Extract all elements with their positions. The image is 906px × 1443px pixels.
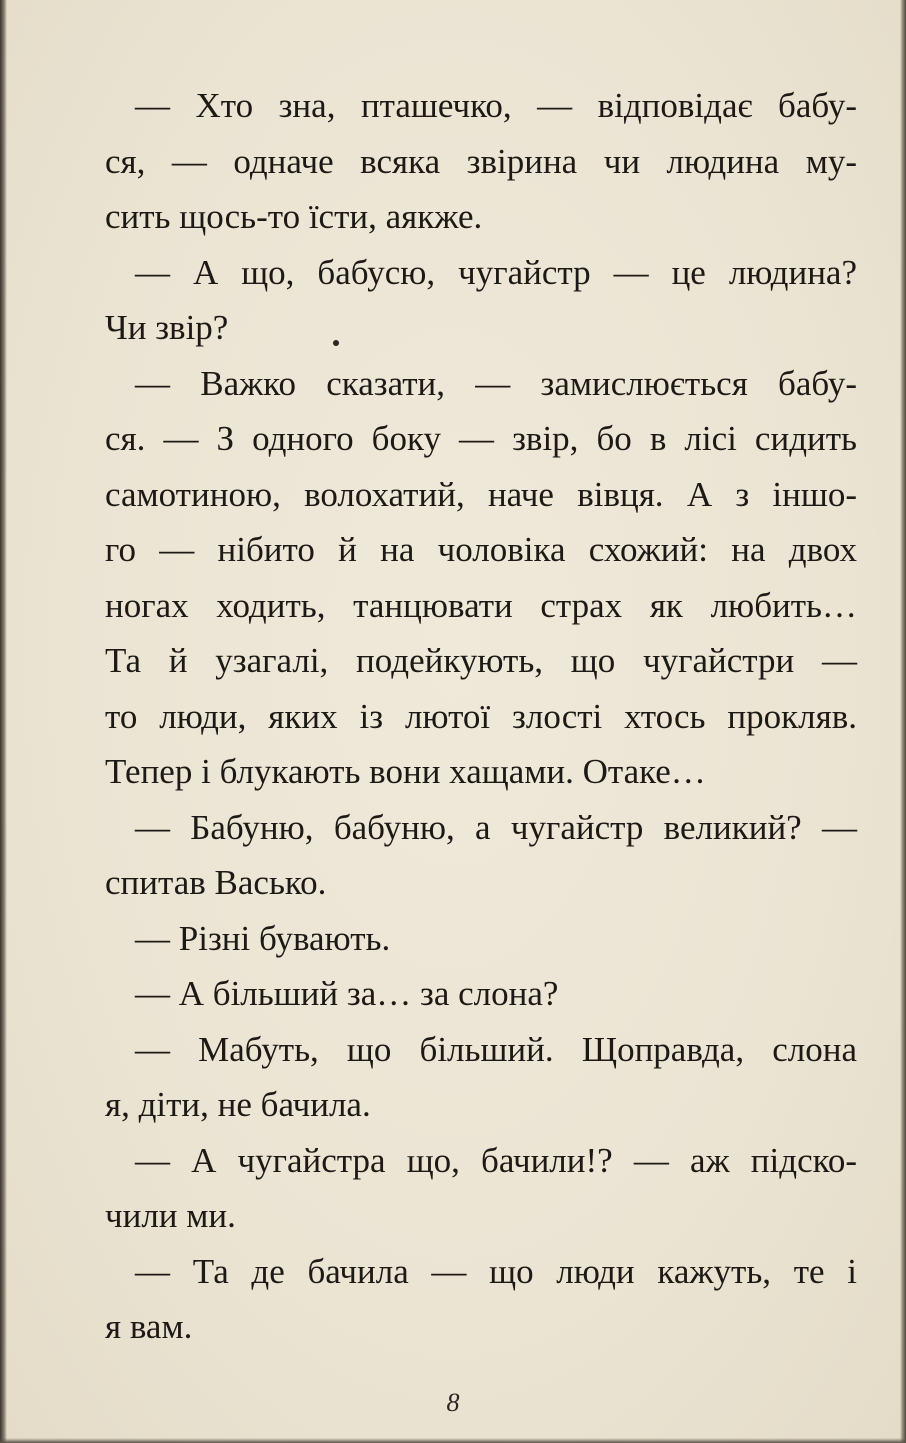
page-edge-shadow-bottom — [0, 1438, 906, 1443]
text-line: ногах ходить, танцювати страх як любить… — [105, 585, 857, 625]
text-line: — Мабуть, що більший. Щоправда, слона — [135, 1029, 857, 1069]
text-line: самотиною, волохатий, наче вівця. А з іншо- — [105, 474, 857, 514]
page-edge-shadow-right — [900, 0, 906, 1443]
text-line: спитав Васько. — [105, 863, 327, 902]
text-line: Тепер і блукають вони хащами. Отаке… — [105, 752, 706, 791]
text-line: — Та де бачила — що люди кажуть, те і — [135, 1251, 857, 1291]
page-edge-shadow-left — [0, 0, 7, 1443]
text-line: — Важко сказати, — замислюється бабу- — [135, 363, 857, 403]
text-line: ся, — одначе всяка звірина чи людина му- — [105, 141, 857, 181]
text-line: — Бабуню, бабуню, а чугайстр великий? — — [135, 807, 857, 847]
text-line: Чи звір? — [105, 308, 229, 347]
text-line: сить щось-то їсти, аякже. — [105, 197, 483, 236]
body-text — [105, 78, 857, 1355]
text-line: — А більший за… за слона? — [135, 974, 559, 1013]
text-line: я, діти, не бачила. — [105, 1085, 371, 1124]
text-line: то люди, яких із лютої злості хтось прокляв. — [105, 696, 857, 736]
page-number: 8 — [446, 1388, 460, 1417]
text-line: ся. — З одного боку — звір, бо в лісі сидить — [105, 419, 857, 458]
text-line: го — нібито й на чоловіка схожий: на двох — [105, 530, 857, 569]
text-line: я вам. — [105, 1307, 193, 1346]
text-line: — А чугайстра що, бачили!? — аж підско- — [135, 1140, 857, 1180]
text-line: Та й узагалі, подейкують, що чугайстри — — [105, 641, 857, 680]
text-line: — Хто зна, пташечко, — відповідає бабу- — [135, 86, 857, 125]
text-line: — Різні бувають. — [135, 918, 391, 958]
text-line: чили ми. — [105, 1196, 236, 1235]
text-line: — А що, бабусю, чугайстр — це людина? — [135, 252, 857, 292]
